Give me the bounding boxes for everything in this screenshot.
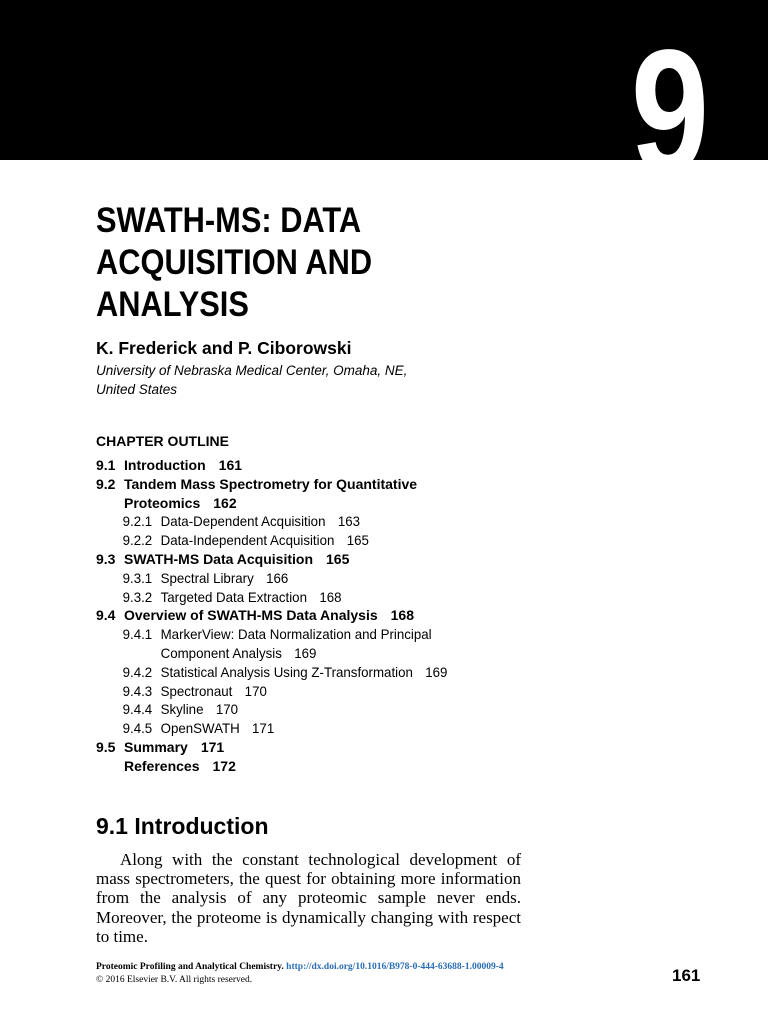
outline-entry-title: References (124, 757, 200, 774)
outline-entry-page: 162 (213, 494, 237, 511)
page-footer (96, 961, 616, 986)
outline-entry-number: 9.3.1 (122, 569, 153, 586)
outline-entry-number: 9.4.3 (122, 682, 153, 699)
affiliation-line: University of Nebraska Medical Center, Omaha, NE, (96, 363, 408, 378)
outline-entry-page: 168 (319, 588, 342, 605)
outline-entry-title: Skyline (160, 701, 204, 718)
outline-entry-page: 169 (294, 644, 317, 661)
outline-entry-number: 9.3.2 (122, 588, 153, 605)
chapter-title-line: SWATH-MS: DATA (96, 201, 362, 240)
outline-entry-page: 161 (218, 457, 243, 473)
outline-entry-number: 9.1 (96, 457, 116, 473)
doi-link[interactable]: http://dx.doi.org/10.1016/B978-0-444-63688-1.00009-4 (286, 962, 504, 972)
page-number: 161 (672, 966, 701, 985)
outline-entry[interactable] (96, 569, 590, 588)
outline-entry-page: 165 (346, 532, 369, 549)
chapter-title (96, 200, 466, 326)
outline-entry[interactable] (96, 700, 590, 719)
outline-entry-title: MarkerView: Data Normalization and Principal (160, 626, 432, 643)
outline-entry[interactable] (96, 456, 616, 475)
chapter-outline-list (96, 456, 616, 776)
body-paragraph: Along with the constant technological development of mass spectrometers, the quest for obtaining more information from the analysis of any proteomic sample never ends. Moreover, the proteome is dynamically changing with respect to time. (96, 850, 521, 946)
outline-entry-title: OpenSWATH (160, 720, 240, 737)
outline-entry-title-continued: Component Analysis (160, 644, 282, 661)
outline-entry-number: 9.4.5 (122, 720, 153, 737)
outline-entry-page: 170 (215, 701, 239, 718)
outline-entry[interactable] (96, 588, 590, 607)
section-heading: 9.1 Introduction (96, 813, 269, 839)
outline-entry-title: Summary (124, 738, 188, 755)
outline-entry-title: Spectral Library (160, 569, 254, 586)
outline-entry[interactable] (96, 625, 590, 663)
outline-entry-title: Data-Independent Acquisition (160, 532, 335, 549)
outline-entry-number: 9.4.4 (122, 701, 153, 718)
outline-entry[interactable] (96, 682, 590, 701)
outline-entry-title: Data-Dependent Acquisition (160, 513, 326, 530)
outline-entry-title: Statistical Analysis Using Z-Transformation (160, 663, 413, 680)
outline-entry[interactable] (96, 550, 616, 569)
outline-entry-number: 9.2.1 (122, 513, 153, 530)
outline-entry-number: 9.2.2 (122, 532, 153, 549)
outline-entry-page: 163 (337, 513, 361, 530)
outline-entry-continuation (96, 494, 616, 513)
outline-entry-page: 165 (326, 550, 350, 567)
outline-entry-number: 9.4 (96, 607, 116, 624)
chapter-number: 9 (630, 14, 710, 210)
outline-entry-page: 166 (266, 569, 289, 586)
outline-entry-page: 172 (212, 757, 236, 774)
outline-entry-number: 9.5 (96, 738, 116, 755)
outline-entry-title: Targeted Data Extraction (160, 588, 307, 605)
outline-entry[interactable] (96, 663, 590, 682)
authors: K. Frederick and P. Ciborowski (96, 338, 352, 358)
outline-entry-number: 9.4.1 (122, 626, 153, 643)
outline-entry[interactable] (96, 531, 590, 550)
chapter-title-line: ACQUISITION AND (96, 243, 373, 282)
outline-entry-title-continued: Proteomics (124, 494, 201, 511)
outline-entry[interactable] (96, 512, 590, 531)
affiliation-line: United States (96, 382, 178, 397)
journal-citation: Proteomic Profiling and Analytical Chemistry. (96, 962, 284, 972)
affiliation (96, 361, 496, 399)
outline-entry[interactable] (96, 475, 616, 513)
outline-entry[interactable] (96, 738, 616, 757)
outline-entry-number: 9.3 (96, 550, 116, 567)
outline-entry-title: SWATH-MS Data Acquisition (124, 550, 313, 567)
outline-entry-page: 170 (244, 682, 267, 699)
outline-entry[interactable] (96, 757, 616, 776)
outline-entry-title: Tandem Mass Spectrometry for Quantitative (124, 475, 418, 492)
outline-entry[interactable] (96, 606, 616, 625)
outline-entry-title: Introduction (124, 457, 206, 473)
outline-entry-number: 9.4.2 (122, 663, 153, 680)
outline-entry-page: 168 (390, 607, 414, 624)
outline-entry-page: 171 (200, 738, 225, 755)
outline-entry-title: Overview of SWATH-MS Data Analysis (124, 607, 378, 624)
outline-entry[interactable] (96, 719, 590, 738)
copyright-notice: © 2016 Elsevier B.V. All rights reserved. (96, 974, 253, 985)
chapter-banner (0, 0, 768, 210)
outline-entry-number: 9.2 (96, 475, 116, 492)
outline-entry-page: 169 (425, 663, 448, 680)
chapter-outline-heading: CHAPTER OUTLINE (96, 433, 229, 449)
chapter-title-line: ANALYSIS (96, 285, 249, 324)
outline-entry-page: 171 (252, 720, 275, 737)
outline-entry-title: Spectronaut (160, 682, 233, 699)
outline-entry-continuation (123, 644, 590, 663)
